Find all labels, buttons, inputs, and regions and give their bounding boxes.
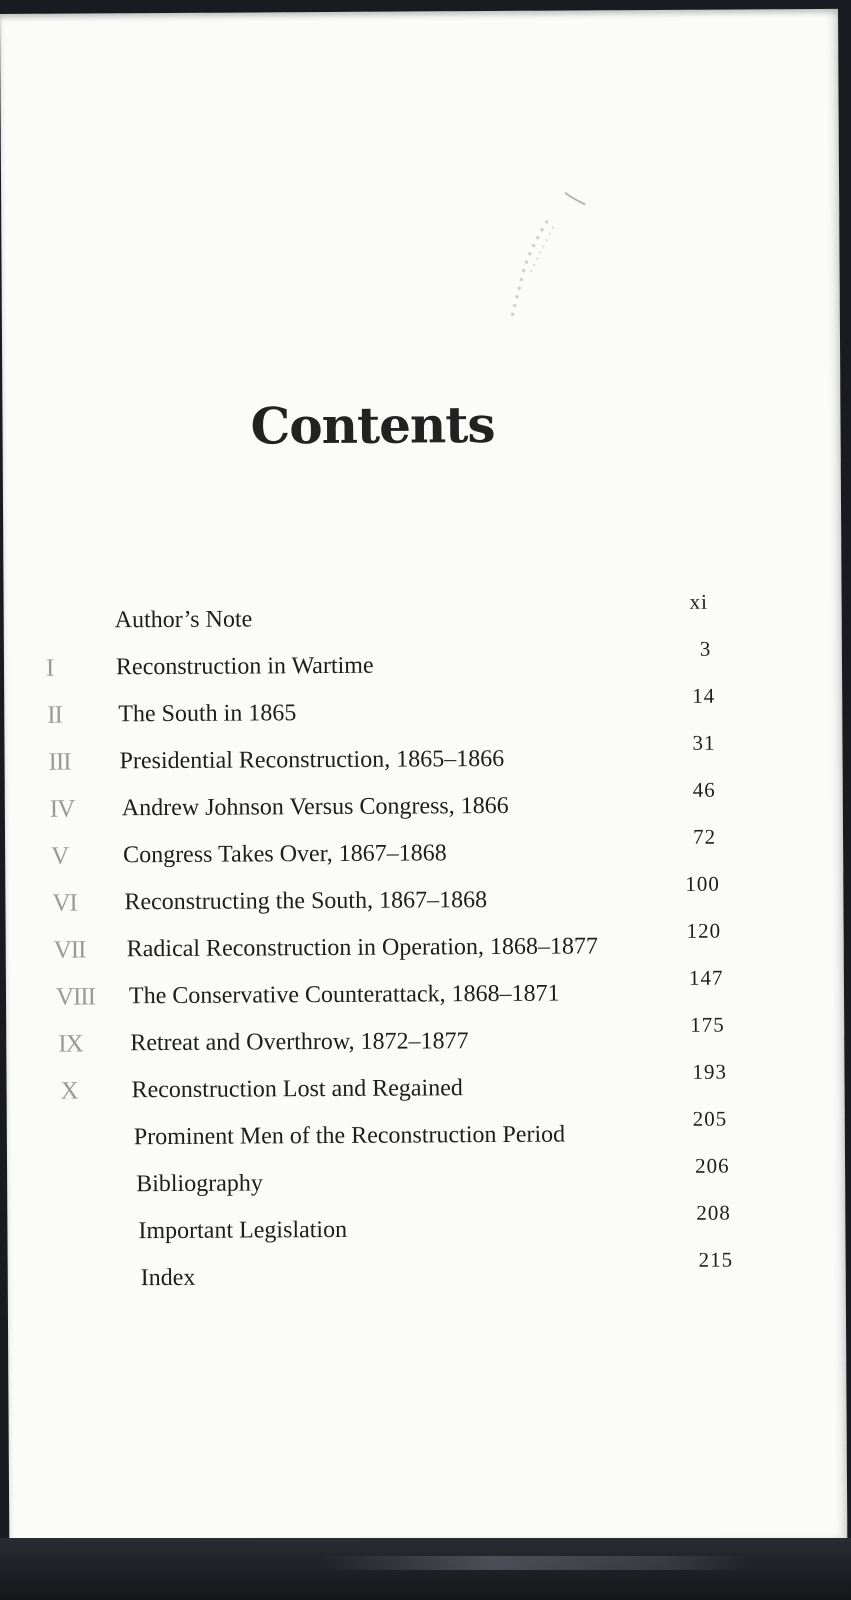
toc-entry-chapter-4	[5, 777, 843, 830]
entry-title: Reconstruction in Wartime	[115, 652, 374, 681]
page-number: 72	[692, 824, 717, 849]
scanner-bottom-edge	[0, 1538, 851, 1600]
entry-title: Retreat and Overthrow, 1872–1877	[130, 1028, 469, 1057]
chapter-number: II	[47, 701, 63, 729]
entry-title: Index	[140, 1264, 196, 1292]
page-number: 193	[692, 1059, 728, 1084]
page-number: 215	[698, 1247, 734, 1272]
chapter-number: IV	[49, 795, 75, 823]
page-number: xi	[689, 589, 709, 614]
entry-title: Author’s Note	[114, 606, 253, 634]
toc-entry-authors-note	[4, 589, 842, 642]
page-number: 147	[688, 965, 724, 990]
entry-title: Congress Takes Over, 1867–1868	[123, 840, 447, 869]
chapter-number: VIII	[55, 983, 96, 1011]
toc-entry-chapter-2	[4, 683, 842, 736]
page-number: 46	[692, 777, 716, 802]
table-of-contents	[0, 9, 847, 1544]
page-number: 208	[696, 1200, 731, 1225]
entry-title: Prominent Men of the Reconstruction Period	[133, 1121, 566, 1151]
page-title: Contents	[250, 394, 495, 456]
chapter-number: VI	[52, 889, 77, 917]
entry-title: Important Legislation	[138, 1216, 348, 1245]
book-page	[0, 9, 847, 1544]
toc-entry-chapter-1	[4, 636, 842, 689]
entry-title: Reconstructing the South, 1867–1868	[124, 887, 488, 916]
page-number: 206	[694, 1153, 730, 1178]
page-number: 3	[699, 636, 712, 661]
entry-title: Bibliography	[136, 1170, 263, 1198]
entry-title: The Conservative Counterattack, 1868–1871	[128, 980, 560, 1010]
page-number: 120	[686, 918, 722, 943]
chapter-number: I	[45, 654, 54, 682]
page-number: 175	[690, 1012, 725, 1037]
chapter-number: VII	[53, 936, 86, 964]
page-number: 100	[685, 871, 720, 896]
scanner-glare	[320, 1556, 750, 1570]
entry-title: Reconstruction Lost and Regained	[131, 1075, 463, 1104]
chapter-number: III	[48, 748, 71, 776]
entry-title: Andrew Johnson Versus Congress, 1866	[121, 792, 509, 822]
page-number: 14	[692, 683, 716, 708]
chapter-number: X	[60, 1077, 78, 1105]
chapter-number: IX	[58, 1030, 83, 1058]
chapter-number: V	[51, 842, 69, 870]
entry-title: Radical Reconstruction in Operation, 1868–1877	[126, 933, 599, 963]
toc-entry-index	[8, 1247, 846, 1300]
entry-title: Presidential Reconstruction, 1865–1866	[119, 745, 505, 775]
toc-entry-chapter-3	[4, 730, 842, 783]
entry-title: The South in 1865	[118, 700, 297, 728]
page-number: 31	[692, 730, 716, 755]
page-number: 205	[692, 1106, 728, 1131]
